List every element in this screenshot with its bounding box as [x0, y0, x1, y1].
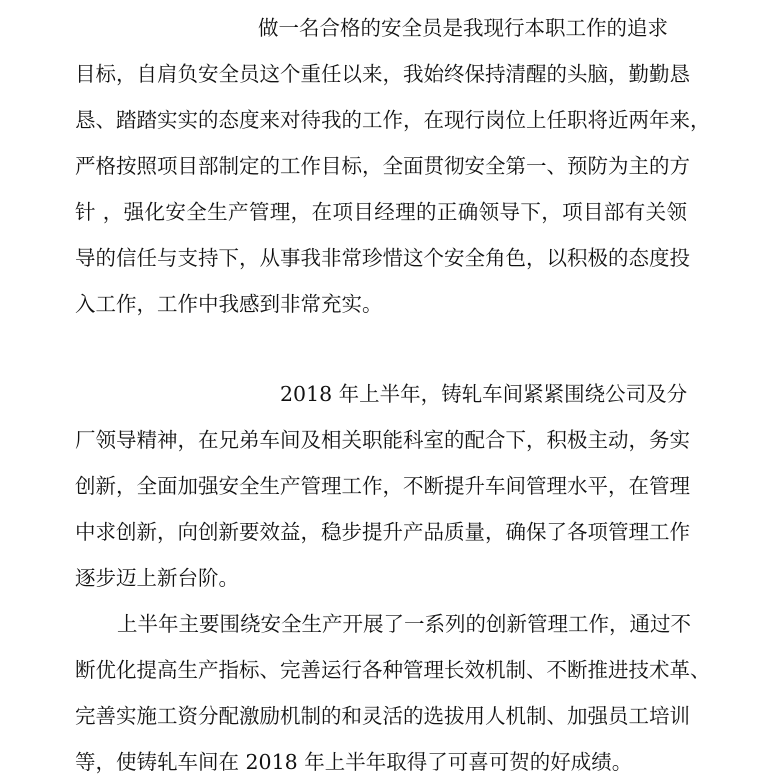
paragraph-2-line-2: 厂领导精神，在兄弟车间及相关职能科室的配合下，积极主动，务实 [75, 428, 690, 452]
paragraph-2-line-3: 创新，全面加强安全生产管理工作，不断提升车间管理水平，在管理 [75, 474, 690, 498]
paragraph-3-line-1: 上半年主要围绕安全生产开展了一系列的创新管理工作，通过不 [117, 612, 691, 636]
paragraph-1-line-6: 导的信任与支持下，从事我非常珍惜这个安全角色，以积极的态度投 [75, 246, 690, 270]
paragraph-1-line-3: 恳、踏踏实实的态度来对待我的工作，在现行岗位上任职将近两年来， [75, 108, 711, 132]
paragraph-1-line-7: 入工作，工作中我感到非常充实。 [75, 292, 383, 316]
paragraph-3-line-3: 完善实施工资分配激励机制的和灵活的选拔用人机制、加强员工培训 [75, 704, 690, 728]
paragraph-3-line-2: 断优化提高生产指标、完善运行各种管理长效机制、不断推进技术革、 [75, 658, 711, 682]
paragraph-1-line-5: 针 ，强化安全生产管理，在项目经理的正确领导下，项目部有关领 [75, 200, 687, 224]
paragraph-3-line-4: 等，使铸轧车间在 2018 年上半年取得了可喜可贺的好成绩。 [75, 750, 633, 774]
paragraph-2-line-5: 逐步迈上新台阶。 [75, 566, 239, 590]
paragraph-1-line-1: 做一名合格的安全员是我现行本职工作的追求 [258, 16, 668, 40]
paragraph-1-line-2: 目标，自肩负安全员这个重任以来，我始终保持清醒的头脑，勤勤恳 [75, 62, 690, 86]
paragraph-1-line-4: 严格按照项目部制定的工作目标，全面贯彻安全第一、预防为主的方 [75, 154, 690, 178]
paragraph-2-line-1: 2018 年上半年，铸轧车间紧紧围绕公司及分 [280, 382, 688, 406]
paragraph-2-line-4: 中求创新，向创新要效益，稳步提升产品质量，确保了各项管理工作 [75, 520, 690, 544]
